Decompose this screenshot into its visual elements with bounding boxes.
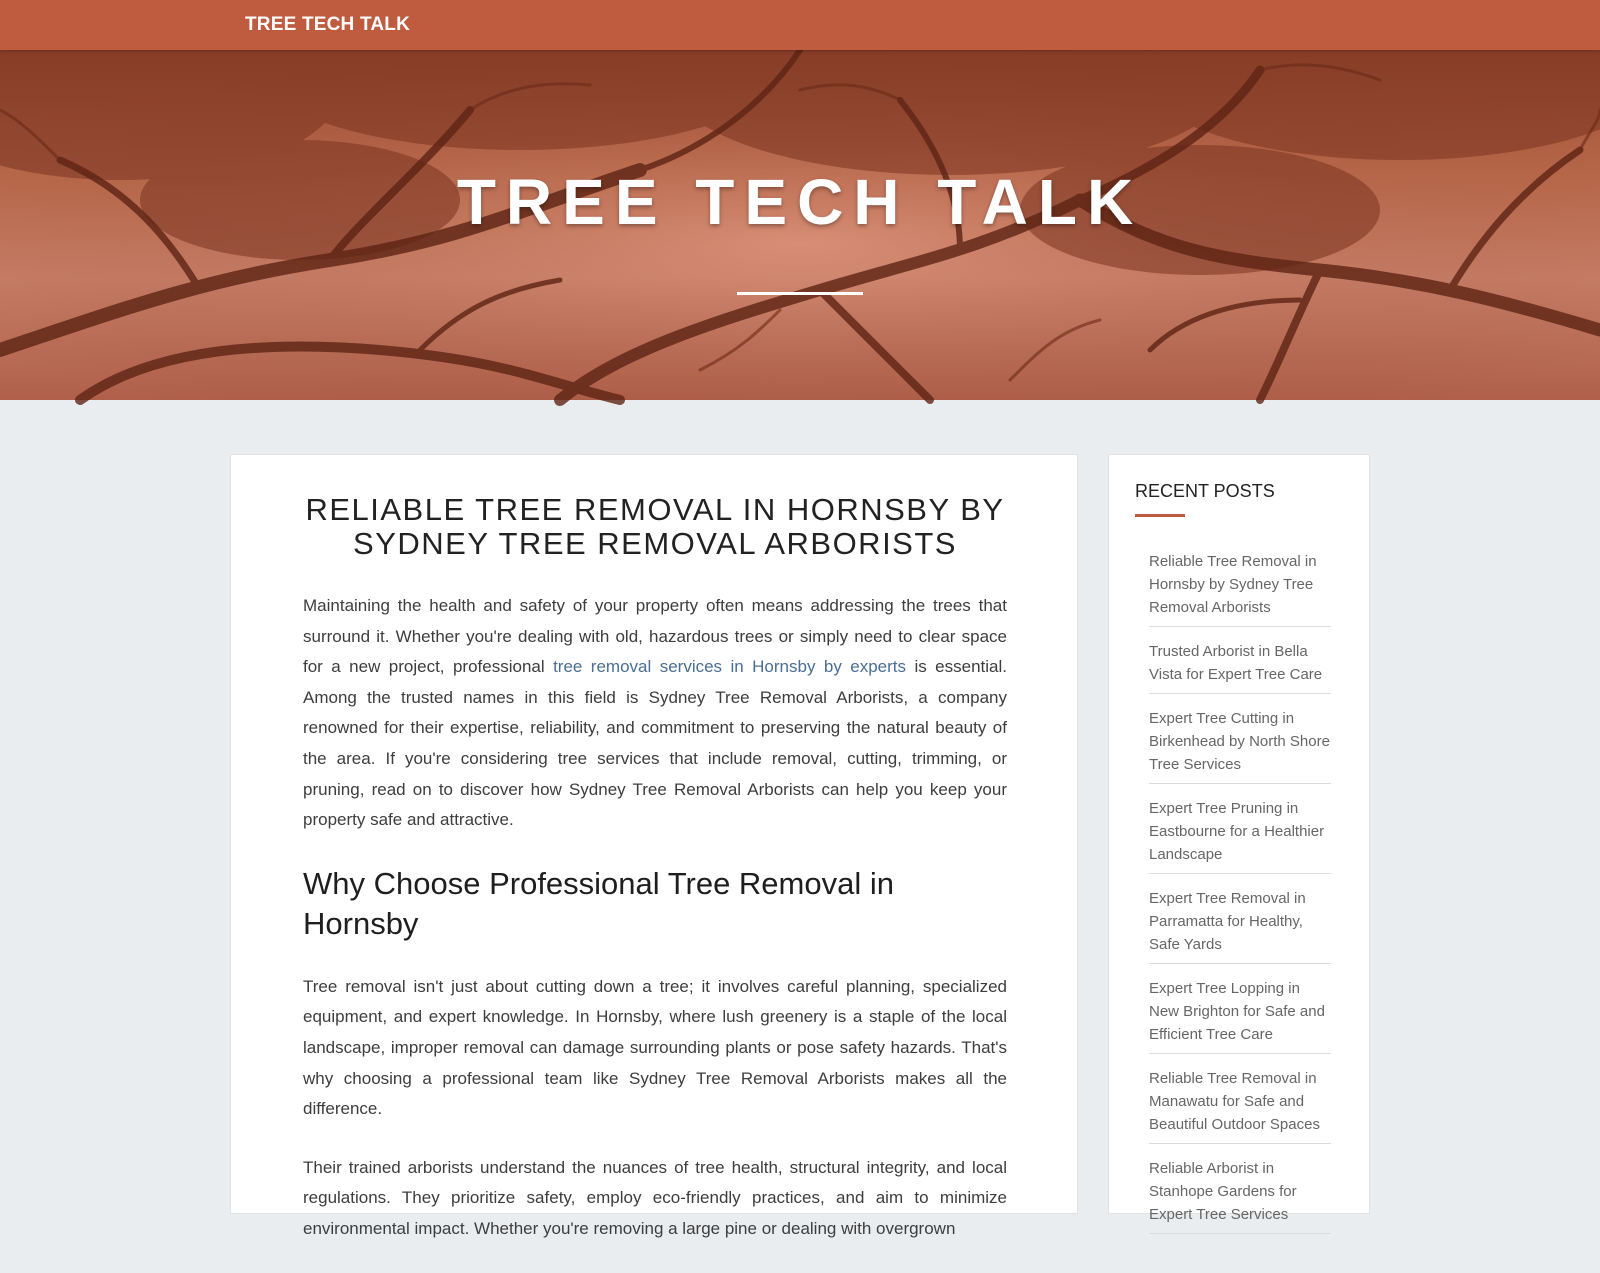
intro-text-after-link: is essential. Among the trusted names in this field is Sydney Tree Removal Arborists, a company renowned for their expertise, reliability, and commitment to preserving the natural beauty of the area. If you're considering tree services that include removal, cutting, trimming, or pruning, read on to discover how Sydney Tree Removal Arborists can help you keep your property safe and attractive. xyxy=(303,657,1007,830)
post-title: RELIABLE TREE REMOVAL IN HORNSBY BY SYDNEY TREE REMOVAL ARBORISTS xyxy=(305,492,1005,561)
widget-title-underline xyxy=(1135,514,1185,517)
recent-post-link[interactable]: Expert Tree Removal in Parramatta for Healthy, Safe Yards xyxy=(1149,890,1306,953)
article-card xyxy=(230,454,1078,1238)
recent-post-link[interactable]: Expert Tree Lopping in New Brighton for Safe and Efficient Tree Care xyxy=(1149,980,1325,1043)
recent-post-link[interactable]: Expert Tree Cutting in Birkenhead by North Shore Tree Services xyxy=(1149,710,1330,773)
hero-title: TREE TECH TALK xyxy=(456,166,1144,238)
recent-posts-list xyxy=(1149,545,1331,1234)
sidebar-recent-posts xyxy=(1108,454,1370,1223)
recent-post-link[interactable]: Trusted Arborist in Bella Vista for Expert Tree Care xyxy=(1149,643,1323,683)
list-item xyxy=(1149,627,1331,694)
recent-post-link[interactable]: Reliable Tree Removal in Manawatu for Safe and Beautiful Outdoor Spaces xyxy=(1149,1070,1320,1133)
article-body xyxy=(303,591,1007,1273)
recent-post-link[interactable]: Reliable Arborist in Stanhope Gardens for Expert Tree Services xyxy=(1149,1160,1297,1223)
article-paragraph-intro xyxy=(303,591,1007,836)
site-brand-link[interactable]: TREE TECH TALK xyxy=(245,14,410,35)
hero-title-underline xyxy=(737,292,863,295)
list-item xyxy=(1149,545,1331,627)
list-item xyxy=(1149,1054,1331,1144)
intro-text-before-link: Maintaining the health and safety of your property often means addressing the trees that surround it. Whether you're dealing with old, hazardous trees or simply need to clear space for a new project, professional xyxy=(303,596,1007,677)
widget-title: RECENT POSTS xyxy=(1135,481,1275,501)
top-navbar xyxy=(0,0,1600,50)
tree-removal-services-link[interactable]: tree removal services in Hornsby by experts xyxy=(553,657,907,677)
list-item xyxy=(1149,694,1331,784)
recent-post-link[interactable]: Expert Tree Pruning in Eastbourne for a Healthier Landscape xyxy=(1149,800,1325,863)
article-paragraph: Tree removal isn't just about cutting down a tree; it involves careful planning, specialized equipment, and expert knowledge. In Hornsby, where lush greenery is a staple of the local landscape, improper removal can damage surrounding plants or pose safety hazards. That's why choosing a professional team like Sydney Tree Removal Arborists makes all the difference. xyxy=(303,976,1007,1119)
list-item xyxy=(1149,784,1331,874)
recent-post-link[interactable]: Reliable Tree Removal in Hornsby by Sydney Tree Removal Arborists xyxy=(1149,553,1317,616)
list-item xyxy=(1149,964,1331,1054)
article-paragraph: Their trained arborists understand the nuances of tree health, structural integrity, and local regulations. They prioritize safety, employ eco-friendly practices, and aim to minimize environmental impact. Whether you're removing a large pine or dealing with overgrown xyxy=(303,1157,1007,1238)
list-item xyxy=(1149,1144,1331,1234)
section-heading: Why Choose Professional Tree Removal in Hornsby xyxy=(303,865,894,941)
hero-banner xyxy=(0,50,1600,400)
list-item xyxy=(1149,874,1331,964)
